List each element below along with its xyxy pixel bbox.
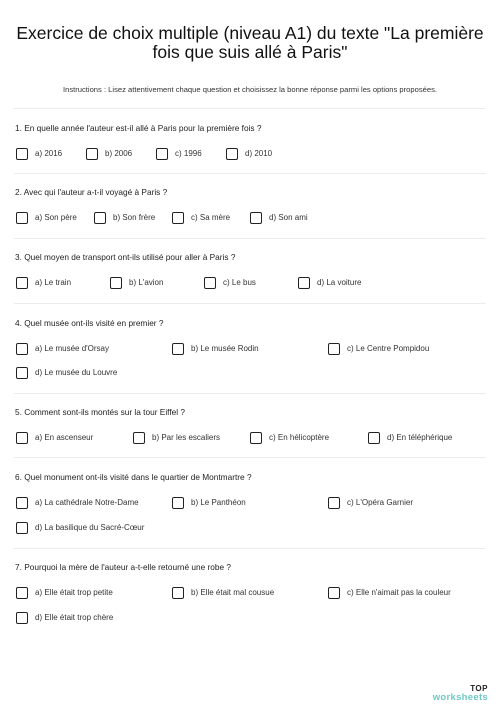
divider	[14, 108, 486, 109]
divider	[14, 457, 486, 458]
question-4: 4. Quel musée ont-ils visité en premier ?	[15, 318, 164, 328]
option-label: d) La voiture	[317, 278, 362, 287]
checkbox[interactable]	[156, 148, 168, 160]
checkbox[interactable]	[86, 148, 98, 160]
option-label: c) En hélicoptère	[269, 433, 330, 442]
checkbox[interactable]	[16, 522, 28, 534]
checkbox[interactable]	[16, 432, 28, 444]
checkbox[interactable]	[16, 148, 28, 160]
option-label: b) Le musée Rodin	[191, 344, 259, 353]
option-label: c) Elle n'aimait pas la couleur	[347, 588, 451, 597]
option-label: b) 2006	[105, 149, 133, 158]
option-label: a) Son père	[35, 213, 77, 222]
checkbox[interactable]	[298, 277, 310, 289]
option-label: d) Elle était trop chère	[35, 613, 114, 622]
option-label: d) La basilique du Sacré-Cœur	[35, 523, 145, 532]
checkbox[interactable]	[328, 497, 340, 509]
checkbox[interactable]	[226, 148, 238, 160]
option-label: a) 2016	[35, 149, 63, 158]
checkbox[interactable]	[94, 212, 106, 224]
option-label: a) En ascenseur	[35, 433, 94, 442]
checkbox[interactable]	[16, 612, 28, 624]
title-line-2: fois que suis allé à Paris"	[152, 42, 348, 62]
logo-worksheets-text: worksheets	[432, 692, 488, 703]
checkbox[interactable]	[110, 277, 122, 289]
checkbox[interactable]	[328, 587, 340, 599]
divider	[14, 393, 486, 394]
checkbox[interactable]	[368, 432, 380, 444]
divider	[14, 173, 486, 174]
divider	[14, 303, 486, 304]
checkbox[interactable]	[16, 343, 28, 355]
option-label: c) Le bus	[223, 278, 256, 287]
option-label: d) En téléphérique	[387, 433, 453, 442]
option-label: a) Le musée d'Orsay	[35, 344, 110, 353]
divider	[14, 548, 486, 549]
question-5: 5. Comment sont-ils montés sur la tour Eiffel ?	[15, 407, 186, 417]
option-label: b) Le Panthéon	[191, 498, 246, 507]
checkbox[interactable]	[133, 432, 145, 444]
option-label: c) 1996	[175, 149, 202, 158]
option-label: c) L'Opéra Garnier	[347, 498, 413, 507]
checkbox[interactable]	[16, 367, 28, 379]
option-label: b) Elle était mal cousue	[191, 588, 275, 597]
title-line-1: Exercice de choix multiple (niveau A1) du texte "La première	[16, 23, 484, 43]
question-3: 3. Quel moyen de transport ont-ils utilisé pour aller à Paris ?	[15, 252, 236, 262]
checkbox[interactable]	[204, 277, 216, 289]
question-7: 7. Pourquoi la mère de l'auteur a-t-elle retourné une robe ?	[15, 562, 232, 572]
question-2: 2. Avec qui l'auteur a-t-il voyagé à Paris ?	[15, 187, 168, 197]
checkbox[interactable]	[172, 497, 184, 509]
option-label: d) Son ami	[269, 213, 308, 222]
checkbox[interactable]	[16, 587, 28, 599]
checkbox[interactable]	[16, 212, 28, 224]
option-label: b) L'avion	[129, 278, 164, 287]
option-label: d) 2010	[245, 149, 273, 158]
checkbox[interactable]	[16, 497, 28, 509]
option-label: c) Sa mère	[191, 213, 231, 222]
instructions: Instructions : Lisez attentivement chaque question et choisissez la bonne réponse parmi les options proposées.	[63, 85, 437, 94]
page-title	[0, 24, 500, 62]
checkbox[interactable]	[16, 277, 28, 289]
checkbox[interactable]	[172, 212, 184, 224]
checkbox[interactable]	[328, 343, 340, 355]
checkbox[interactable]	[250, 432, 262, 444]
option-label: a) Elle était trop petite	[35, 588, 113, 597]
option-label: c) Le Centre Pompidou	[347, 344, 430, 353]
option-label: a) La cathédrale Notre-Dame	[35, 498, 139, 507]
option-label: d) Le musée du Louvre	[35, 368, 118, 377]
option-label: b) Son frère	[113, 213, 156, 222]
question-6: 6. Quel monument ont-ils visité dans le quartier de Montmartre ?	[15, 472, 252, 482]
checkbox[interactable]	[172, 343, 184, 355]
option-label: a) Le train	[35, 278, 72, 287]
checkbox[interactable]	[250, 212, 262, 224]
logo-top-text: TOP	[470, 684, 488, 693]
option-label: b) Par les escaliers	[152, 433, 221, 442]
question-1: 1. En quelle année l'auteur est-il allé à Paris pour la première fois ?	[15, 123, 262, 133]
divider	[14, 238, 486, 239]
top-worksheets-logo	[433, 684, 488, 702]
checkbox[interactable]	[172, 587, 184, 599]
